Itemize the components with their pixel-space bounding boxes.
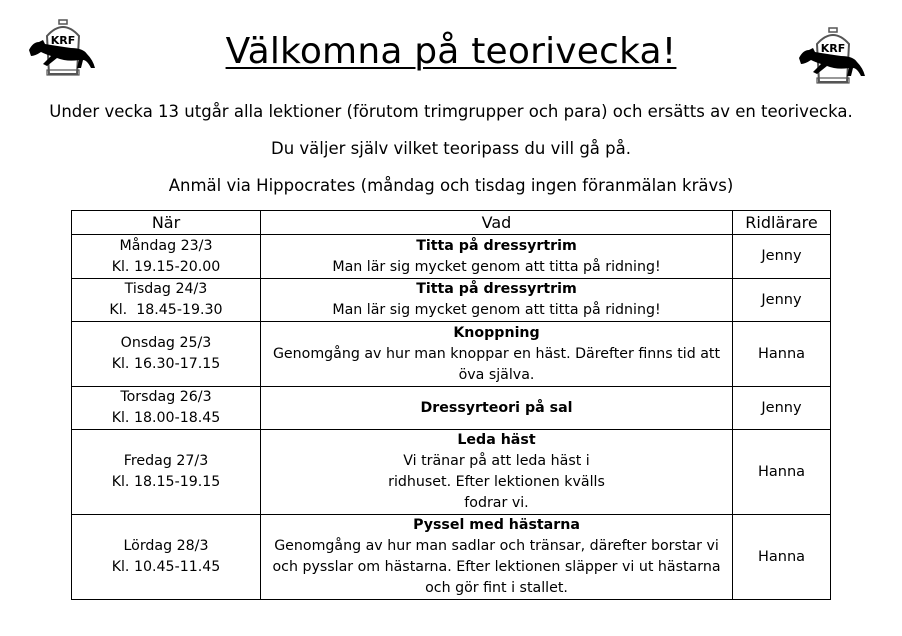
what-cell: [261, 322, 733, 387]
what-cell: [261, 235, 733, 279]
table-row: [72, 322, 831, 387]
session-title: Titta på dressyrtrim: [416, 281, 577, 297]
column-header-teacher: Ridlärare: [733, 211, 831, 235]
session-day: Lördag 28/3: [123, 538, 209, 554]
teacher-cell: Jenny: [733, 235, 831, 279]
session-time: Kl. 18.45-19.30: [109, 302, 223, 318]
session-description: Vi tränar på att leda häst i ridhuset. Efter lektionen kvälls fodrar vi.: [388, 453, 605, 511]
session-description: Man lär sig mycket genom att titta på ridning!: [332, 258, 661, 275]
session-time: Kl. 19.15-20.00: [111, 258, 221, 275]
session-title: Knoppning: [453, 324, 540, 341]
table-row: [72, 235, 831, 279]
when-cell: [72, 430, 261, 515]
session-title: Pyssel med hästarna: [413, 517, 580, 533]
teacher-cell: Hanna: [733, 515, 831, 600]
table-header-row: [72, 211, 831, 235]
logo-text: KRF: [820, 42, 846, 55]
session-day: Tisdag 24/3: [124, 281, 208, 297]
session-time: Kl. 18.15-19.15: [111, 474, 221, 490]
session-description: Man lär sig mycket genom att titta på ridning!: [332, 302, 661, 318]
schedule-table: [71, 210, 831, 600]
session-day: Torsdag 26/3: [120, 389, 212, 405]
table-row: [72, 430, 831, 515]
intro-line: Under vecka 13 utgår alla lektioner (förutom trimgrupper och para) och ersätts av en teorivecka.: [49, 102, 853, 121]
when-cell: [72, 235, 261, 279]
when-cell: [72, 515, 261, 600]
logo-text: KRF: [50, 34, 76, 47]
table-row: [72, 515, 831, 600]
session-day: Fredag 27/3: [123, 453, 209, 469]
column-header-when: När: [72, 211, 261, 235]
page-title: [0, 30, 902, 74]
teacher-cell: Hanna: [733, 322, 831, 387]
session-time: Kl. 10.45-11.45: [111, 559, 221, 575]
intro-line: Du väljer själv vilket teoripass du vill gå på.: [271, 139, 631, 158]
when-cell: [72, 279, 261, 322]
what-cell: [261, 279, 733, 322]
session-time: Kl. 18.00-18.45: [111, 410, 221, 426]
what-cell: [261, 515, 733, 600]
teacher-cell: Hanna: [733, 430, 831, 515]
table-row: [72, 279, 831, 322]
column-header-what: Vad: [261, 211, 733, 235]
session-title: Dressyrteori på sal: [420, 399, 573, 416]
session-day: Måndag 23/3: [119, 237, 213, 254]
session-title: Leda häst: [457, 432, 536, 448]
when-cell: [72, 322, 261, 387]
session-title: Titta på dressyrtrim: [416, 237, 577, 254]
page-title-text: Välkomna på teorivecka!: [225, 31, 677, 72]
when-cell: [72, 387, 261, 430]
table-row: [72, 387, 831, 430]
what-cell: [261, 387, 733, 430]
what-cell: [261, 430, 733, 515]
session-description: Genomgång av hur man knoppar en häst. Därefter finns tid att öva själva.: [272, 345, 721, 383]
teacher-cell: Jenny: [733, 279, 831, 322]
teacher-cell: Jenny: [733, 387, 831, 430]
intro-line: Anmäl via Hippocrates (måndag och tisdag ingen föranmälan krävs): [168, 176, 734, 195]
session-description: Genomgång av hur man sadlar och tränsar, därefter borstar vi och pysslar om hästarna. Efter lektionen släpper vi ut hästarna och gör fint i stallet.: [272, 538, 721, 596]
session-day: Onsdag 25/3: [120, 335, 212, 351]
session-time: Kl. 16.30-17.15: [111, 356, 221, 372]
